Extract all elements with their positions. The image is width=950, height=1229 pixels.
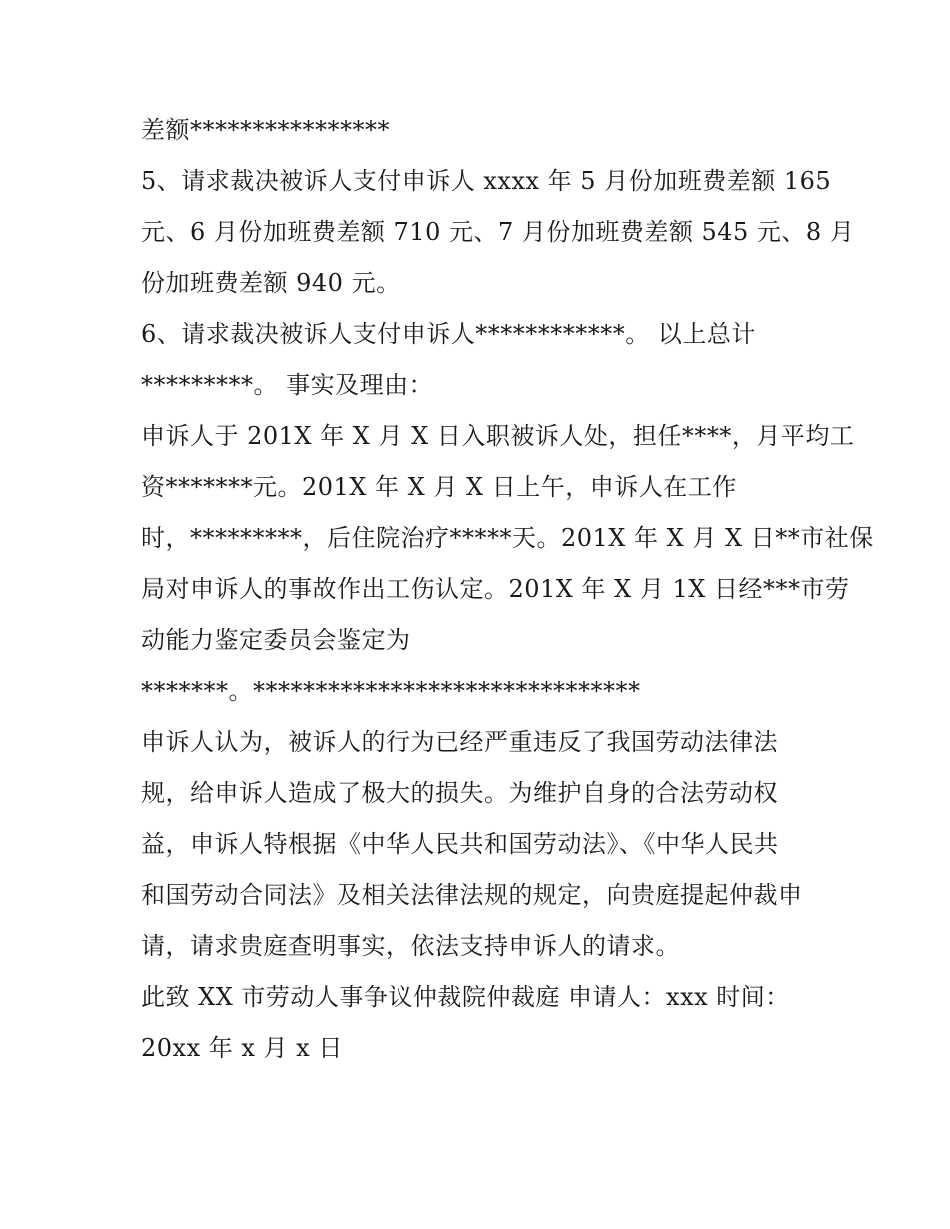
text-line: 时，*********，后住院治疗*****天。201X 年 X 月 X 日**市社保 (141, 524, 874, 552)
text-line: 元、6 月份加班费差额 710 元、7 月份加班费差额 545 元、8 月 (141, 218, 855, 246)
text-line: 20xx 年 x 月 x 日 (141, 1034, 343, 1062)
text-line: 规，给申诉人造成了极大的损失。为维护自身的合法劳动权 (141, 779, 778, 807)
text-line: 和国劳动合同法》及相关法律法规的规定，向贵庭提起仲裁申 (141, 881, 803, 909)
text-line: 差额**************** (141, 116, 390, 144)
text-line: 申诉人于 201X 年 X 月 X 日入职被诉人处，担任****，月平均工 (141, 422, 855, 450)
text-line: 请，请求贵庭查明事实，依法支持申诉人的请求。 (141, 932, 680, 960)
text-line: 资*******元。201X 年 X 月 X 日上午，申诉人在工作 (141, 473, 737, 501)
text-line: 申诉人认为，被诉人的行为已经严重违反了我国劳动法律法 (141, 728, 778, 756)
text-line: 份加班费差额 940 元。 (141, 269, 401, 297)
text-line: 此致 XX 市劳动人事争议仲裁院仲裁庭 申请人：xxx 时间： (141, 983, 790, 1011)
text-line: 动能力鉴定委员会鉴定为 (141, 626, 411, 654)
text-line: 6、请求裁决被诉人支付申诉人************。 以上总计 (141, 320, 756, 348)
text-line: 局对申诉人的事故作出工伤认定。201X 年 X 月 1X 日经***市劳 (141, 575, 850, 603)
text-line: 5、请求裁决被诉人支付申诉人 xxxx 年 5 月份加班费差额 165 (141, 167, 832, 195)
text-line: *********。 事实及理由： (141, 371, 434, 399)
text-line: 益，申诉人特根据《中华人民共和国劳动法》、《中华人民共 (141, 830, 779, 858)
text-line: *******。******************************* (141, 677, 641, 705)
